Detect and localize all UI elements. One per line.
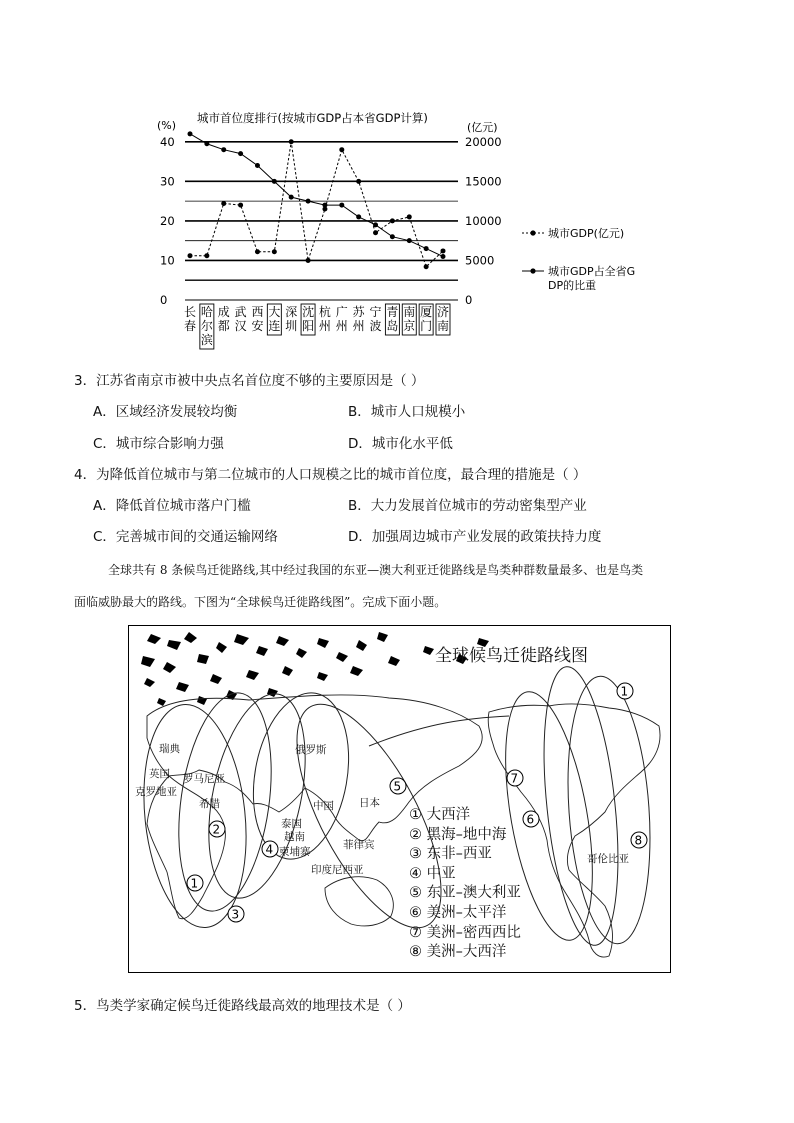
- map-legend-number: ⑤: [409, 885, 427, 902]
- y-left-tick-label: 10: [160, 253, 175, 268]
- x-tick-label: 连: [268, 319, 281, 333]
- x-tick-label: 滨: [200, 333, 213, 347]
- label-riben: 日本: [359, 797, 380, 809]
- map-legend-number: ③: [409, 846, 427, 863]
- series-gdp-point: [407, 214, 412, 219]
- series-share-point: [373, 222, 378, 227]
- label-jianpuzhai: 柬埔寨: [279, 846, 311, 858]
- question-3-stem: 3．江苏省南京市被中央点名首位度不够的主要原因是（ ）: [74, 373, 425, 389]
- x-tick-label: 州: [318, 319, 331, 333]
- legend-label-share: [548, 264, 639, 292]
- svg-text:5: 5: [393, 779, 402, 794]
- series-share-point: [322, 203, 327, 208]
- label-luomaniya: 罗马尼亚: [183, 773, 225, 785]
- series-share-point: [441, 254, 446, 259]
- svg-text:1: 1: [190, 876, 199, 891]
- y-right-tick-label: 10000: [465, 213, 502, 228]
- series-share-point: [306, 199, 311, 204]
- x-tick-label: 州: [335, 319, 348, 333]
- x-tick-label: 广: [335, 305, 348, 319]
- label-taiguo: 泰国: [281, 818, 302, 830]
- y-right-tick-label: 20000: [465, 134, 502, 149]
- q4-option-b[interactable]: B．大力发展首位城市的劳动密集型产业: [348, 498, 587, 514]
- x-tick-label: 春: [184, 319, 197, 333]
- q3-option-c[interactable]: C．城市综合影响力强: [93, 436, 224, 452]
- series-gdp-line: [190, 142, 443, 267]
- map-legend-item: [409, 826, 521, 846]
- x-tick-label: 西: [251, 305, 264, 319]
- x-tick-label: 长: [184, 305, 197, 319]
- x-tick-label: 圳: [285, 319, 298, 333]
- x-tick-label: 尔: [200, 319, 213, 333]
- svg-text:6: 6: [526, 812, 535, 827]
- chart-title: 城市首位度排行(按城市GDP占本省GDP计算): [197, 111, 428, 125]
- series-gdp-point: [221, 201, 226, 206]
- series-gdp-point: [306, 258, 311, 263]
- x-tick-label: 沈: [302, 305, 315, 319]
- legend: [522, 227, 639, 292]
- svg-text:4: 4: [265, 842, 274, 857]
- legend-label-share-line1: 城市GDP占全省G: [548, 265, 636, 278]
- map-legend-label: 美洲–大西洋: [426, 944, 507, 961]
- x-tick-label: 济: [437, 305, 450, 319]
- legend-marker-gdp: [530, 230, 535, 235]
- label-yindunixiya: 印度尼西亚: [311, 864, 364, 876]
- q3-option-b[interactable]: B．城市人口规模小: [348, 404, 466, 420]
- right-axis-unit: (亿元): [467, 121, 498, 134]
- y-left-tick-label: 40: [160, 134, 175, 149]
- x-tick-label: 大: [268, 305, 281, 319]
- series-gdp-point: [424, 264, 429, 269]
- map-legend-label: 东亚–澳大利亚: [426, 885, 521, 902]
- series-share-point: [188, 131, 193, 136]
- series-share-point: [255, 163, 260, 168]
- series-gdp-point: [255, 249, 260, 254]
- x-tick-label: 波: [369, 319, 382, 333]
- label-zhongguo: 中国: [313, 800, 334, 812]
- map-legend-label: 美洲–密西西比: [426, 924, 521, 941]
- x-tick-label: 京: [403, 319, 416, 333]
- x-tick-label: 宁: [369, 305, 382, 319]
- series-gdp-point: [188, 253, 193, 258]
- map-legend-number: ②: [409, 826, 427, 843]
- svg-text:2: 2: [212, 822, 221, 837]
- label-gelunbiya: 哥伦比亚: [587, 853, 629, 865]
- label-ruidian: 瑞典: [159, 743, 180, 755]
- map-legend-item: [409, 865, 521, 885]
- map-title: 全球候鸟迁徙路线图: [435, 646, 588, 666]
- x-tick-label: 南: [403, 305, 416, 319]
- map-legend-item: [409, 924, 521, 944]
- series-share-point: [390, 234, 395, 239]
- svg-text:8: 8: [634, 833, 643, 848]
- series-gdp-point: [373, 230, 378, 235]
- label-feilvbin: 菲律宾: [343, 839, 375, 851]
- y-right-tick-label: 0: [465, 293, 473, 307]
- x-tick-label: 深: [285, 305, 298, 319]
- q3-option-a[interactable]: A．区域经济发展较均衡: [93, 404, 238, 420]
- y-right-tick-label: 5000: [465, 253, 495, 268]
- x-tick-label: 苏: [352, 305, 365, 319]
- x-tick-label: 成: [217, 305, 230, 319]
- x-tick-label: 哈: [200, 305, 213, 319]
- map-legend-item: [409, 904, 521, 924]
- question-4-stem: 4．为降低首位城市与第二位城市的人口规模之比的城市首位度，最合理的措施是（ ）: [74, 467, 587, 483]
- x-tick-label: 安: [251, 319, 264, 333]
- map-legend-number: ⑥: [409, 904, 427, 921]
- series-gdp-point: [441, 248, 446, 253]
- q4-option-a[interactable]: A．降低首位城市落户门槛: [93, 498, 251, 514]
- y-left-tick-label: 30: [160, 174, 175, 189]
- map-legend-item: [409, 884, 521, 904]
- map-legend: [409, 806, 521, 963]
- series-share-point: [204, 141, 209, 146]
- legend-label-gdp: 城市GDP(亿元): [548, 227, 625, 240]
- label-yuenan: 越南: [284, 831, 305, 843]
- map-legend-label: 东非–西亚: [426, 846, 492, 863]
- q3-option-d[interactable]: D．城市化水平低: [348, 436, 453, 452]
- q4-option-d[interactable]: D．加强周边城市产业发展的政策扶持力度: [348, 529, 602, 545]
- y-left-tick-label: 20: [160, 213, 175, 228]
- series-share-point: [238, 151, 243, 156]
- x-tick-label: 都: [217, 319, 230, 333]
- series-share-point: [424, 246, 429, 251]
- label-eluosi: 俄罗斯: [295, 744, 327, 756]
- x-tick-label: 厦: [420, 305, 433, 319]
- question-5-stem: 5．鸟类学家确定候鸟迁徙路线最高效的地理技术是（ ）: [74, 998, 411, 1014]
- map-legend-number: ⑧: [409, 944, 427, 961]
- map-legend-number: ①: [409, 807, 427, 823]
- map-legend-number: ④: [409, 865, 427, 882]
- x-tick-label: 阳: [302, 319, 315, 333]
- map-legend-item: [409, 845, 521, 865]
- intro-line-1: 全球共有 8 条候鸟迁徙路线,其中经过我国的东亚—澳大利亚迁徙路线是鸟类种群数量最多、也是鸟类: [108, 563, 644, 577]
- intro-line-2: 面临威胁最大的路线。下图为“全球候鸟迁徙路线图”。完成下面小题。: [74, 595, 447, 609]
- left-axis-unit: (%): [157, 119, 177, 132]
- city-primacy-chart: [150, 105, 650, 355]
- migration-map: [128, 625, 671, 973]
- legend-label-share-line2: DP的比重: [548, 279, 597, 292]
- x-tick-label: 杭: [318, 305, 331, 319]
- series-gdp-point: [204, 253, 209, 258]
- label-yingguo: 英国: [149, 768, 170, 780]
- series-share-point: [289, 195, 294, 200]
- x-tick-label: 岛: [386, 319, 399, 333]
- label-keluodiya: 克罗地亚: [135, 786, 177, 798]
- map-legend-label: 美洲–太平洋: [426, 904, 507, 921]
- series-gdp-point: [356, 179, 361, 184]
- series-share-point: [272, 179, 277, 184]
- x-tick-label: 汉: [234, 319, 247, 333]
- map-legend-label: 黑海–地中海: [426, 826, 507, 843]
- svg-text:3: 3: [231, 907, 240, 922]
- series-gdp-point: [289, 139, 294, 144]
- map-legend-item: [409, 943, 521, 963]
- x-tick-label: 青: [386, 305, 399, 319]
- series-share-point: [356, 214, 361, 219]
- series-gdp-point: [272, 249, 277, 254]
- x-tick-label: 南: [437, 319, 450, 333]
- y-left-tick-label: 0: [160, 293, 168, 307]
- series-gdp-point: [339, 147, 344, 152]
- q4-option-c[interactable]: C．完善城市间的交通运输网络: [93, 529, 278, 545]
- y-right-tick-label: 15000: [465, 174, 502, 189]
- series-share-point: [339, 203, 344, 208]
- legend-marker-share: [530, 268, 535, 273]
- series-share-point: [221, 147, 226, 152]
- map-legend-number: ⑦: [409, 924, 427, 941]
- x-tick-label: 门: [420, 319, 433, 333]
- series-gdp-point: [390, 218, 395, 223]
- x-tick-label: 州: [352, 319, 365, 333]
- map-legend-label: 中亚: [426, 865, 456, 882]
- series-gdp-point: [238, 203, 243, 208]
- svg-text:7: 7: [510, 771, 519, 786]
- svg-text:1: 1: [620, 684, 629, 699]
- label-xila: 希腊: [199, 798, 220, 810]
- map-legend-label: 大西洋: [426, 807, 471, 823]
- series-share-line: [190, 134, 443, 257]
- map-legend-item: [409, 806, 521, 826]
- x-tick-label: 武: [234, 305, 247, 319]
- series-share-point: [407, 238, 412, 243]
